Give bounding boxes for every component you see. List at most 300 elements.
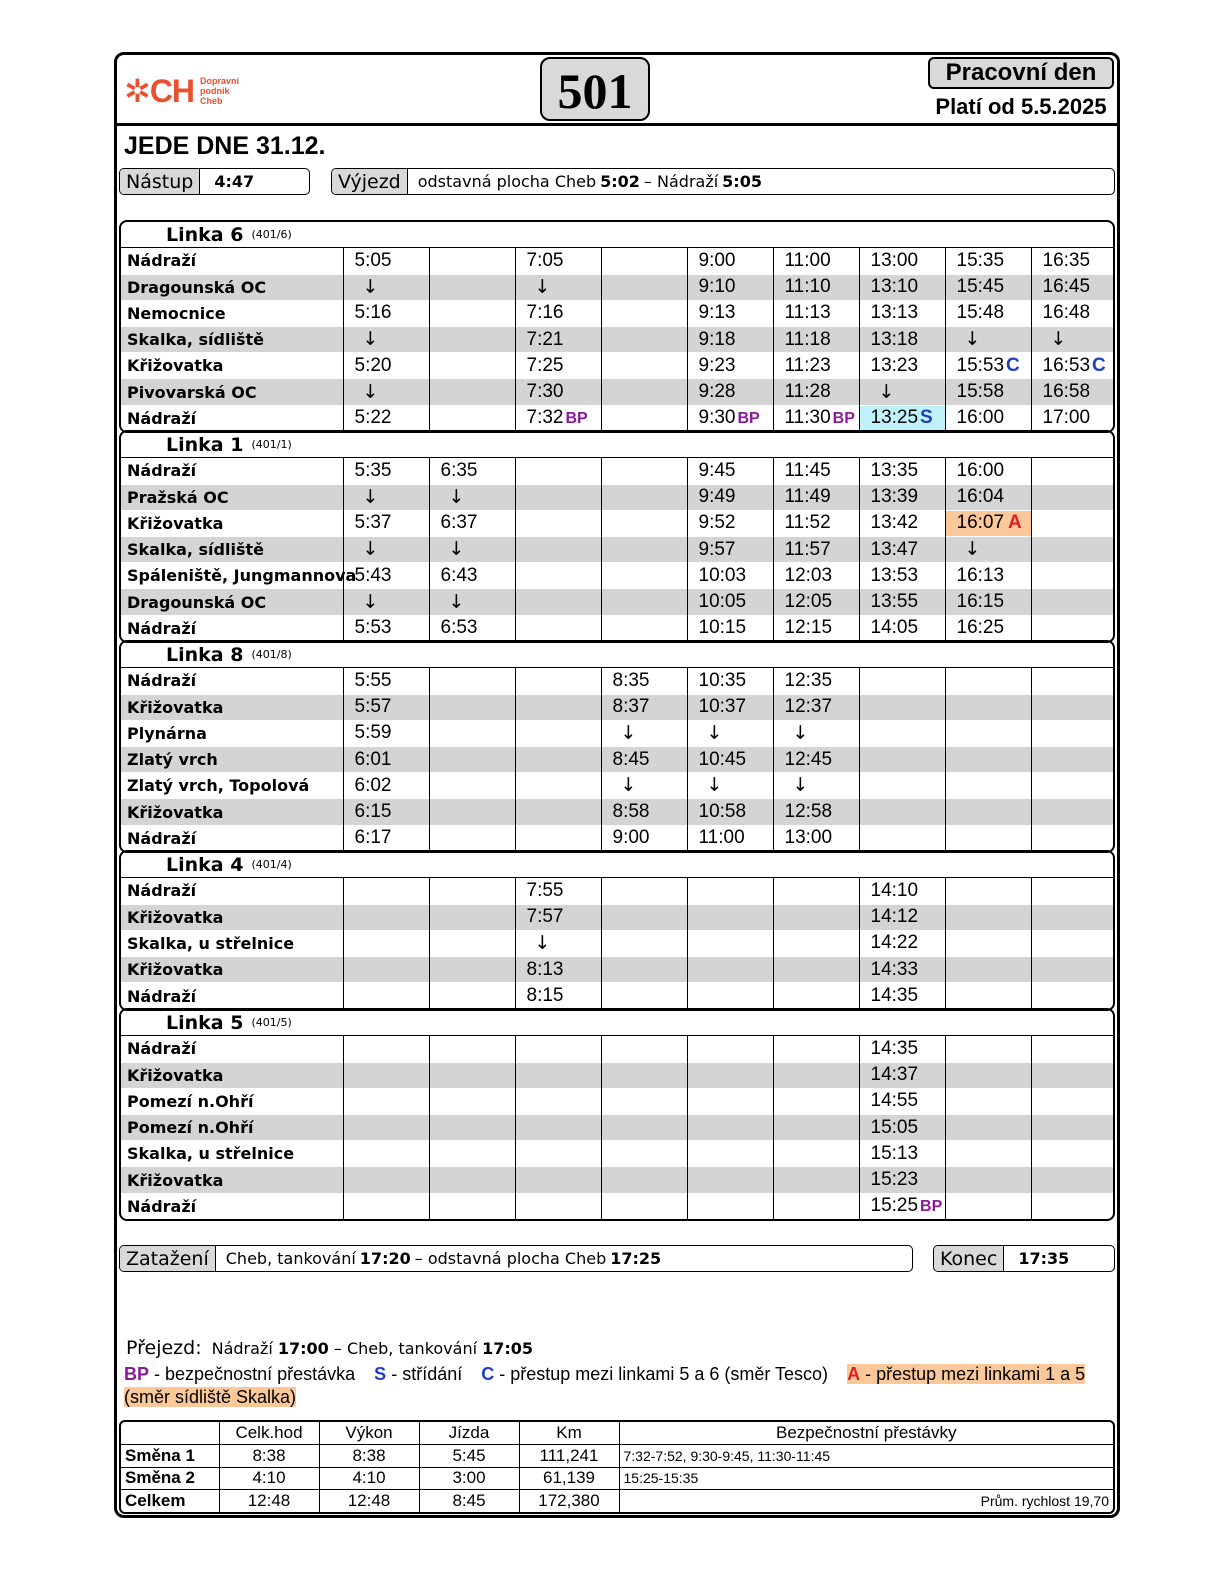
stop-name: Křižovatka [121, 353, 343, 379]
stop-row [121, 878, 1115, 904]
time-cell: 16:00 [945, 458, 1031, 484]
departure-label: Výjezd [332, 169, 408, 194]
time-cell [515, 930, 601, 956]
time-cell [945, 957, 1031, 983]
time-cell [1031, 615, 1115, 641]
time-cell [601, 510, 687, 536]
time-cell [773, 904, 859, 930]
time-cell: 16:00 [945, 405, 1031, 431]
time-cell [859, 773, 945, 799]
time-cell [601, 274, 687, 300]
time-cell [945, 904, 1031, 930]
time-cell [1031, 957, 1115, 983]
stop-row [121, 825, 1115, 851]
time-cell: 12:37 [773, 694, 859, 720]
stop-name: Nádraží [121, 405, 343, 431]
time-cell [1031, 537, 1115, 563]
time-value: 13:25 [870, 407, 919, 429]
stop-row [121, 274, 1115, 300]
time-cell [773, 930, 859, 956]
time-cell: 7:25 [515, 353, 601, 379]
stop-row [121, 563, 1115, 589]
time-cell [601, 1115, 687, 1141]
time-cell [601, 878, 687, 904]
note-mark: S [920, 407, 933, 429]
time-cell: 6:53 [429, 615, 515, 641]
time-cell [687, 1167, 773, 1193]
time-cell [601, 1167, 687, 1193]
day-type: Pracovní den [928, 57, 1114, 89]
time-cell: 11:52 [773, 510, 859, 536]
time-cell: 15:58 [945, 379, 1031, 405]
time-cell: 9:18 [687, 327, 773, 353]
time-cell [515, 720, 601, 746]
summary-row: Směna 1 8:38 8:38 5:45 111,241 7:32-7:52, 9:30-9:45, 11:30-11:45 [121, 1445, 1113, 1468]
time-cell [515, 1193, 601, 1219]
line-name: Linka 1 [166, 433, 244, 456]
time-cell: 13:00 [859, 248, 945, 274]
time-cell [343, 878, 429, 904]
time-cell: 10:35 [687, 668, 773, 694]
time-cell [515, 668, 601, 694]
time-cell: 5:59 [343, 720, 429, 746]
time-cell [945, 1193, 1031, 1219]
time-cell [1031, 878, 1115, 904]
legend-c: C - přestup mezi linkami 5 a 6 (směr Tesco) [481, 1364, 829, 1384]
line-code: (401/5) [251, 1016, 292, 1029]
stop-name: Nádraží [121, 615, 343, 641]
time-cell: 12:45 [773, 747, 859, 773]
time-cell [343, 930, 429, 956]
summary-row: Celkem 12:48 12:48 8:45 172,380 Prům. rychlost 19,70 [121, 1490, 1113, 1513]
time-cell [773, 405, 859, 431]
line-section [119, 430, 1115, 643]
stop-row [121, 747, 1115, 773]
time-cell [343, 537, 429, 563]
time-cell [687, 1088, 773, 1114]
stop-row [121, 1193, 1115, 1219]
time-cell [429, 878, 515, 904]
time-cell [515, 1088, 601, 1114]
stop-row [121, 983, 1115, 1009]
end-run-route: Cheb, tankování 17:20 – odstavná plocha Cheb 17:25 [225, 1249, 662, 1268]
time-cell: 7:05 [515, 248, 601, 274]
time-cell [429, 1115, 515, 1141]
time-cell [601, 930, 687, 956]
line-header [121, 432, 1113, 458]
time-cell [343, 957, 429, 983]
end-box [933, 1245, 1115, 1272]
time-value: 16:07 [956, 512, 1005, 534]
time-cell [429, 1088, 515, 1114]
time-cell [945, 1167, 1031, 1193]
time-cell: 5:05 [343, 248, 429, 274]
stop-row [121, 1141, 1115, 1167]
time-cell: 5:35 [343, 458, 429, 484]
time-cell: 14:05 [859, 615, 945, 641]
time-cell [429, 248, 515, 274]
time-cell: 9:49 [687, 484, 773, 510]
end-time: 17:35 [1018, 1249, 1070, 1268]
time-cell: 9:13 [687, 300, 773, 326]
time-cell [773, 878, 859, 904]
time-cell: 12:58 [773, 799, 859, 825]
time-cell [429, 589, 515, 615]
time-cell [601, 1088, 687, 1114]
time-cell: 7:57 [515, 904, 601, 930]
time-cell [601, 563, 687, 589]
time-cell: 8:45 [601, 747, 687, 773]
time-cell [343, 1193, 429, 1219]
logo-text: Dopravní podnik Cheb [200, 76, 240, 106]
time-cell: 5:55 [343, 668, 429, 694]
time-cell: 14:12 [859, 904, 945, 930]
stop-row [121, 694, 1115, 720]
time-cell [859, 668, 945, 694]
note-mark: BP [920, 1198, 943, 1216]
time-cell [343, 1062, 429, 1088]
time-cell [515, 458, 601, 484]
stop-name: Nádraží [127, 251, 197, 271]
line-code: (401/4) [251, 858, 292, 871]
time-cell [945, 1115, 1031, 1141]
time-cell [945, 799, 1031, 825]
time-cell [1031, 1141, 1115, 1167]
time-cell [601, 1036, 687, 1062]
time-cell [773, 1167, 859, 1193]
time-cell [1031, 1167, 1115, 1193]
pass-through-arrow: ↓ [792, 721, 809, 744]
time-cell [429, 1062, 515, 1088]
time-cell [687, 405, 773, 431]
time-cell [429, 537, 515, 563]
time-cell: 8:37 [601, 694, 687, 720]
pass-through-arrow: ↓ [964, 538, 981, 561]
time-cell: 16:45 [1031, 274, 1115, 300]
time-cell [429, 327, 515, 353]
time-cell: 5:16 [343, 300, 429, 326]
stop-name: Křižovatka [121, 510, 343, 536]
time-cell: 15:23 [859, 1167, 945, 1193]
time-cell: 6:15 [343, 799, 429, 825]
time-cell [343, 904, 429, 930]
time-cell: 14:33 [859, 957, 945, 983]
time-cell: 10:58 [687, 799, 773, 825]
time-cell: 9:28 [687, 379, 773, 405]
time-cell [1031, 1115, 1115, 1141]
stop-name: Skalka, u střelnice [121, 1141, 343, 1167]
time-cell [429, 1141, 515, 1167]
time-cell: 13:13 [859, 300, 945, 326]
logo-mark: ✲CH [124, 73, 195, 109]
stop-name: Zlatý vrch, Topolová [121, 773, 343, 799]
time-value: 15:53 [956, 354, 1005, 376]
time-cell: 13:42 [859, 510, 945, 536]
time-cell: 14:35 [859, 983, 945, 1009]
pass-through-arrow: ↓ [362, 380, 379, 403]
time-cell [1031, 1062, 1115, 1088]
pass-through-arrow: ↓ [362, 538, 379, 561]
time-cell [1031, 458, 1115, 484]
time-cell: 7:30 [515, 379, 601, 405]
stop-row [121, 1036, 1115, 1062]
time-cell [429, 1167, 515, 1193]
stop-name: Křižovatka [121, 1062, 343, 1088]
time-cell [773, 1088, 859, 1114]
stop-row [121, 248, 1115, 274]
time-cell [601, 957, 687, 983]
end-label: Konec [934, 1246, 1004, 1271]
time-cell [515, 484, 601, 510]
line-section [119, 850, 1115, 1011]
pass-through-arrow: ↓ [448, 485, 465, 508]
time-cell: 11:13 [773, 300, 859, 326]
time-cell [429, 300, 515, 326]
time-cell: 16:48 [1031, 300, 1115, 326]
time-cell [515, 1036, 601, 1062]
time-cell [429, 983, 515, 1009]
time-cell [945, 668, 1031, 694]
departure-route: odstavná plocha Cheb 5:02 – Nádraží 5:05 [417, 172, 762, 191]
time-cell [429, 405, 515, 431]
time-cell [687, 1062, 773, 1088]
time-cell [515, 747, 601, 773]
time-cell [945, 1036, 1031, 1062]
line-name: Linka 6 [166, 223, 244, 246]
stop-row [121, 1062, 1115, 1088]
time-cell: 6:37 [429, 510, 515, 536]
time-cell [1031, 904, 1115, 930]
time-cell [601, 1193, 687, 1219]
time-cell [945, 825, 1031, 851]
time-cell [601, 904, 687, 930]
time-cell [859, 799, 945, 825]
end-run-label: Zatažení [120, 1246, 216, 1271]
time-cell [945, 930, 1031, 956]
time-value: 7:32 [526, 407, 564, 429]
stop-row [121, 720, 1115, 746]
time-cell [429, 484, 515, 510]
stop-name: Křižovatka [121, 1167, 343, 1193]
time-cell: 5:57 [343, 694, 429, 720]
time-cell [601, 327, 687, 353]
line-name: Linka 8 [166, 643, 244, 666]
time-cell [1031, 1036, 1115, 1062]
time-cell: 16:35 [1031, 248, 1115, 274]
time-cell [515, 537, 601, 563]
time-cell [515, 1115, 601, 1141]
time-cell [429, 1036, 515, 1062]
time-cell [515, 1062, 601, 1088]
time-cell: 13:53 [859, 563, 945, 589]
time-cell: 10:05 [687, 589, 773, 615]
time-cell [343, 484, 429, 510]
time-cell [859, 1193, 945, 1219]
note-mark: C [1006, 354, 1020, 376]
line-section [119, 220, 1115, 433]
time-cell [343, 274, 429, 300]
time-cell: 5:20 [343, 353, 429, 379]
time-cell [859, 694, 945, 720]
time-cell [601, 1062, 687, 1088]
time-cell [515, 615, 601, 641]
transfer-line: Přejezd: Nádraží 17:00 – Cheb, tankování 17:05 [126, 1337, 534, 1359]
note-mark: BP [832, 410, 855, 428]
legend [124, 1363, 1110, 1409]
pass-through-arrow: ↓ [706, 721, 723, 744]
time-cell [687, 878, 773, 904]
pass-through-arrow: ↓ [620, 721, 637, 744]
time-cell [515, 563, 601, 589]
time-cell: 17:00 [1031, 405, 1115, 431]
time-cell [687, 1036, 773, 1062]
time-cell [343, 1088, 429, 1114]
pass-through-arrow: ↓ [362, 275, 379, 298]
time-cell: 16:15 [945, 589, 1031, 615]
time-cell [687, 1141, 773, 1167]
time-cell [945, 327, 1031, 353]
time-cell [945, 510, 1031, 536]
time-cell: 10:15 [687, 615, 773, 641]
time-cell: 9:52 [687, 510, 773, 536]
time-cell [1031, 563, 1115, 589]
stop-row [121, 957, 1115, 983]
stop-name: Nádraží [127, 881, 197, 901]
time-cell [429, 274, 515, 300]
legend-bp: BP - bezpečnostní přestávka [124, 1364, 356, 1384]
stop-row [121, 327, 1115, 353]
time-cell: 10:03 [687, 563, 773, 589]
time-cell: 15:13 [859, 1141, 945, 1167]
time-cell: 11:00 [687, 825, 773, 851]
time-cell: 7:55 [515, 878, 601, 904]
time-cell [945, 1088, 1031, 1114]
time-cell [773, 1141, 859, 1167]
stop-row [121, 1167, 1115, 1193]
line-name: Linka 5 [166, 1011, 244, 1034]
time-cell [859, 825, 945, 851]
time-cell [1031, 773, 1115, 799]
time-cell [601, 983, 687, 1009]
stop-name: Spáleniště, Jungmannova [121, 563, 343, 589]
note-mark: C [1092, 354, 1106, 376]
stop-row [121, 458, 1115, 484]
time-cell [773, 1036, 859, 1062]
time-cell [1031, 694, 1115, 720]
stop-row [121, 904, 1115, 930]
time-cell [601, 1141, 687, 1167]
time-cell: 8:35 [601, 668, 687, 694]
pass-through-arrow: ↓ [706, 774, 723, 797]
time-cell: 13:18 [859, 327, 945, 353]
valid-from: Platí od 5.5.2025 [935, 94, 1107, 119]
note-mark: BP [737, 410, 760, 428]
time-cell [773, 957, 859, 983]
line-header [121, 642, 1113, 668]
time-cell [429, 957, 515, 983]
stop-row [121, 405, 1115, 431]
time-cell: 11:57 [773, 537, 859, 563]
line-code: (401/6) [251, 228, 292, 241]
time-cell [687, 930, 773, 956]
time-cell: 13:23 [859, 353, 945, 379]
stop-row [121, 773, 1115, 799]
stop-name: Nádraží [121, 983, 343, 1009]
time-cell [515, 825, 601, 851]
stop-row [121, 484, 1115, 510]
legend-s: S - střídání [374, 1364, 463, 1384]
time-cell: 10:37 [687, 694, 773, 720]
stop-name: Křižovatka [121, 904, 343, 930]
time-cell [429, 694, 515, 720]
time-cell [343, 1167, 429, 1193]
time-cell [859, 720, 945, 746]
pass-through-arrow: ↓ [448, 538, 465, 561]
time-cell: 13:47 [859, 537, 945, 563]
time-cell: 6:02 [343, 773, 429, 799]
pass-through-arrow: ↓ [964, 328, 981, 351]
stop-row [121, 589, 1115, 615]
time-cell [773, 1193, 859, 1219]
stop-name: Nádraží [121, 825, 343, 851]
time-cell: 13:55 [859, 589, 945, 615]
stop-row [121, 1088, 1115, 1114]
stop-name: Nádraží [121, 1193, 343, 1219]
time-cell [515, 510, 601, 536]
time-cell: 14:55 [859, 1088, 945, 1114]
time-cell [1031, 720, 1115, 746]
time-cell [429, 930, 515, 956]
time-cell [773, 720, 859, 746]
line-code: (401/8) [251, 648, 292, 661]
time-cell: 13:35 [859, 458, 945, 484]
summary-row: Směna 2 4:10 4:10 3:00 61,139 15:25-15:35 [121, 1467, 1113, 1490]
time-cell [601, 615, 687, 641]
time-cell [343, 1115, 429, 1141]
start-box [119, 168, 310, 195]
pass-through-arrow: ↓ [1050, 328, 1067, 351]
time-cell: 15:48 [945, 300, 1031, 326]
time-cell [859, 379, 945, 405]
time-cell [601, 589, 687, 615]
stop-name: Skalka, u střelnice [121, 930, 343, 956]
route-number: 501 [540, 57, 650, 121]
stop-name: Nádraží [127, 671, 197, 691]
time-cell: 13:39 [859, 484, 945, 510]
time-cell [945, 353, 1031, 379]
time-cell: 12:35 [773, 668, 859, 694]
time-cell: 14:37 [859, 1062, 945, 1088]
time-cell [429, 668, 515, 694]
legend-a: A - přestup mezi linkami 1 a 5 (směr sídliště Skalka) [124, 1364, 1086, 1407]
time-cell: 16:13 [945, 563, 1031, 589]
time-cell: 9:23 [687, 353, 773, 379]
stop-name: Nádraží [127, 461, 197, 481]
time-cell [429, 720, 515, 746]
time-cell [1031, 353, 1115, 379]
time-cell: 11:23 [773, 353, 859, 379]
time-cell [1031, 668, 1115, 694]
stop-name: Pomezí n.Ohří [121, 1115, 343, 1141]
time-cell [343, 379, 429, 405]
time-cell: 5:22 [343, 405, 429, 431]
time-cell: 9:57 [687, 537, 773, 563]
stop-name: Dragounská OC [121, 274, 343, 300]
time-cell [515, 274, 601, 300]
time-cell: 9:10 [687, 274, 773, 300]
pass-through-arrow: ↓ [878, 380, 895, 403]
time-cell [515, 773, 601, 799]
